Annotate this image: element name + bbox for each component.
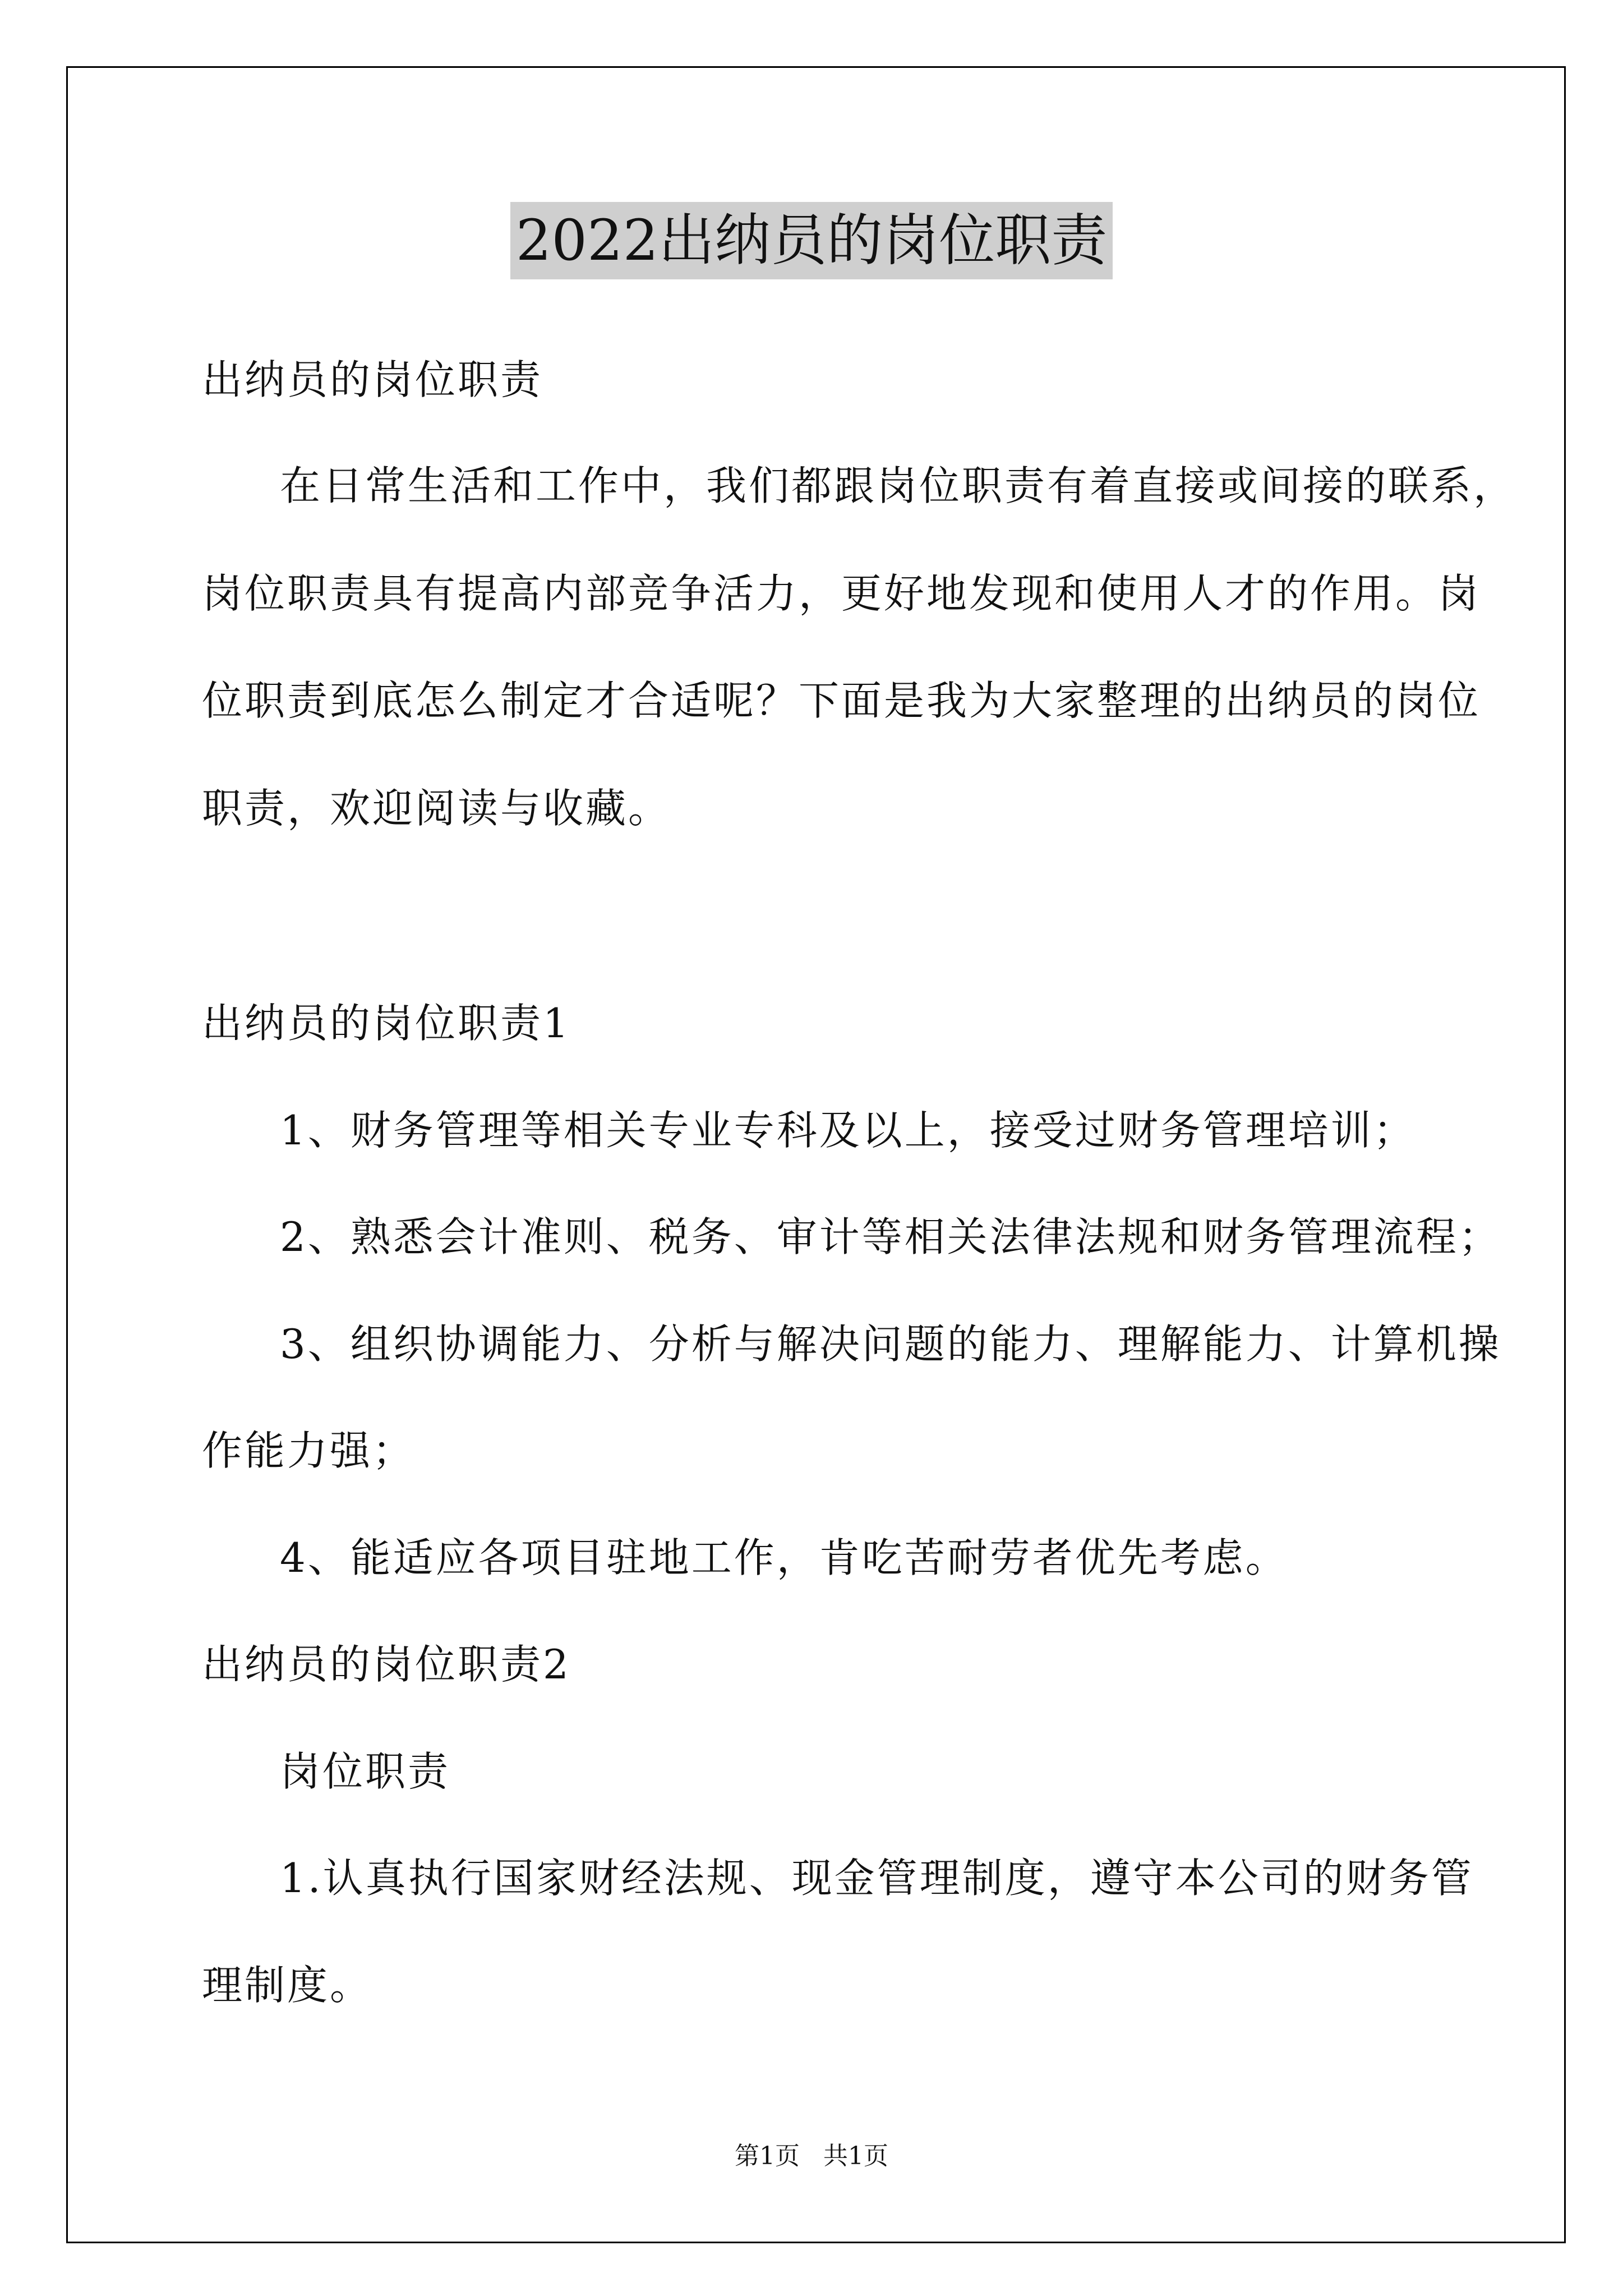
- section-heading: 出纳员的岗位职责2: [202, 1641, 571, 1688]
- list-item-continuation: 作能力强；: [202, 1427, 416, 1474]
- section-heading: 出纳员的岗位职责: [202, 356, 543, 403]
- list-item: 3、组织协调能力、分析与解决问题的能力、理解能力、计算机操: [280, 1320, 1501, 1368]
- subsection-heading: 岗位职责: [280, 1748, 451, 1795]
- list-item-continuation: 理制度。: [202, 1962, 373, 2009]
- paragraph-line: 在日常生活和工作中，我们都跟岗位职责有着直接或间接的联系，: [280, 462, 1516, 509]
- list-item: 1.认真执行国家财经法规、现金管理制度，遵守本公司的财务管: [280, 1855, 1474, 1902]
- paragraph-line: 职责，欢迎阅读与收藏。: [202, 785, 671, 832]
- title-container: [0, 202, 1623, 279]
- paragraph-line: 岗位职责具有提高内部竞争活力，更好地发现和使用人才的作用。岗: [202, 570, 1481, 617]
- paragraph-line: 位职责到底怎么制定才合适呢？下面是我为大家整理的出纳员的岗位: [202, 677, 1481, 724]
- list-item: 1、财务管理等相关专业专科及以上，接受过财务管理培训；: [280, 1107, 1416, 1154]
- page-footer: 第1页 共1页: [735, 2142, 888, 2170]
- document-title: 2022出纳员的岗位职责: [510, 202, 1113, 279]
- section-heading: 出纳员的岗位职责1: [202, 1000, 571, 1047]
- list-item: 2、熟悉会计准则、税务、审计等相关法律法规和财务管理流程；: [280, 1213, 1501, 1260]
- list-item: 4、能适应各项目驻地工作，肯吃苦耐劳者优先考虑。: [280, 1534, 1288, 1581]
